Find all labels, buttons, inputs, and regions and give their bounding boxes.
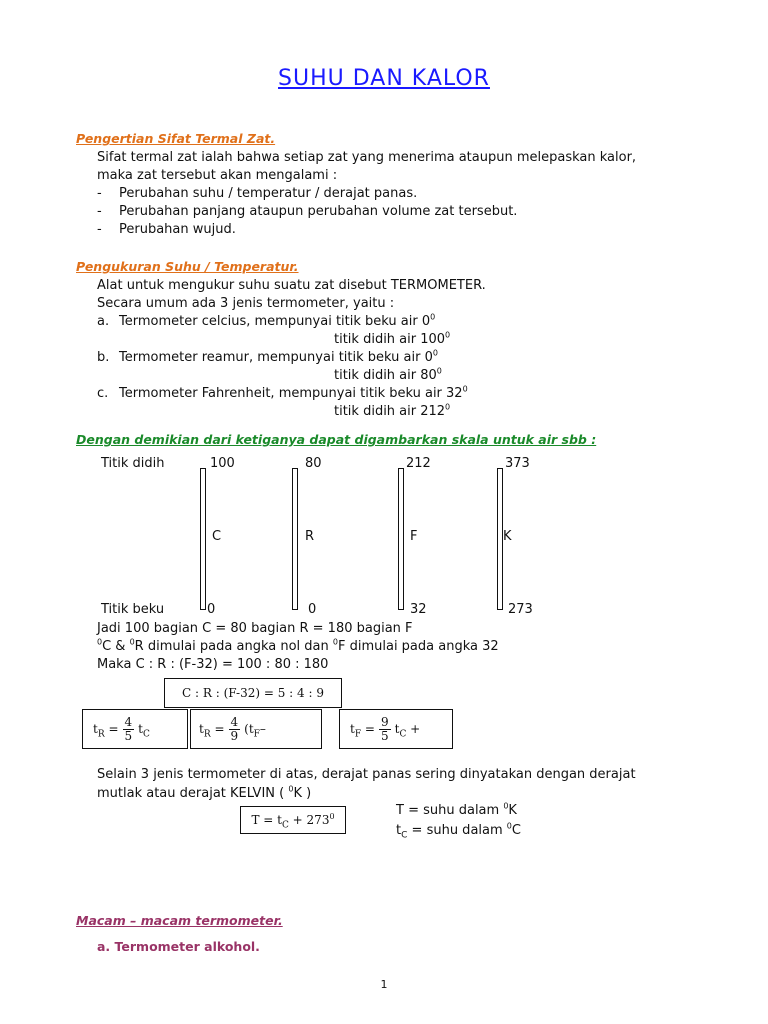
scale-k-bottom: 273 <box>508 602 533 617</box>
section-heading-macam: Macam – macam termometer. <box>76 913 283 928</box>
paragraph-line: maka zat tersebut akan mengalami : <box>97 168 338 183</box>
formula-box-tr-tf: $t_R$ = $\frac{4}{9}$ ($t_F-$ <box>190 709 322 749</box>
formula-box-tf-tc: $t_F$ = $\frac{9}{5}$ $t_C$ + <box>339 709 453 749</box>
list-item-celcius-didih: titik didih air $100^0$ <box>334 330 451 347</box>
scale-f-top: 212 <box>406 456 431 471</box>
scale-f-bottom: 32 <box>410 602 427 617</box>
thermometer-f <box>398 468 404 610</box>
list-label: a. <box>97 314 110 329</box>
label-titik-beku: Titik beku <box>101 602 165 617</box>
scale-c-bottom: 0 <box>207 602 216 617</box>
kelvin-formula-box: $T = t_C + 273^0$ <box>240 806 346 834</box>
scale-k-top: 373 <box>505 456 530 471</box>
scale-c-name: C <box>212 529 222 544</box>
list-bullet: - <box>97 186 102 201</box>
list-item-alkohol: a. Termometer alkohol. <box>97 939 260 954</box>
list-item: Perubahan wujud. <box>119 222 236 237</box>
list-item-fahrenheit-didih: titik didih air $212^0$ <box>334 402 451 419</box>
page-number: 1 <box>380 978 388 991</box>
paragraph-kelvin-2: mutlak atau derajat KELVIN ( $^0$K ) <box>97 784 312 801</box>
list-item-fahrenheit: Termometer Fahrenheit, mempunyai titik beku air $32^0$ <box>119 384 468 401</box>
paragraph-jadi: Jadi 100 bagian C = 80 bagian R = 180 bagian F <box>97 621 413 636</box>
paragraph-line: Alat untuk mengukur suhu suatu zat disebut TERMOMETER. <box>97 278 486 293</box>
list-item-reamur-didih: titik didih air $80^0$ <box>334 366 442 383</box>
list-label: c. <box>97 386 109 401</box>
section-heading-skala: Dengan demikian dari ketiganya dapat digambarkan skala untuk air sbb : <box>76 432 597 447</box>
list-label: b. <box>97 350 110 365</box>
thermometer-c <box>200 468 206 610</box>
paragraph-line: Sifat termal zat ialah bahwa setiap zat yang menerima ataupun melepaskan kalor, <box>97 150 637 165</box>
definition-tc: $t_C$ = suhu dalam $^0$C <box>396 821 521 841</box>
label-titik-didih: Titik didih <box>101 456 165 471</box>
thermometer-r <box>292 468 298 610</box>
list-item-reamur: Termometer reamur, mempunyai titik beku air $0^0$ <box>119 348 438 365</box>
scale-r-top: 80 <box>305 456 322 471</box>
paragraph-kelvin-1: Selain 3 jenis termometer di atas, derajat panas sering dinyatakan dengan derajat <box>97 767 636 782</box>
paragraph-maka: Maka C : R : (F-32) = 100 : 80 : 180 <box>97 657 329 672</box>
formula-box-tr-tc: $t_R$ = $\frac{4}{5}$ $t_C$ <box>82 709 188 749</box>
page-title: SUHU DAN KALOR <box>278 66 490 91</box>
list-bullet: - <box>97 222 102 237</box>
section-heading-sifat-termal: Pengertian Sifat Termal Zat. <box>76 131 276 146</box>
scale-f-name: F <box>410 529 418 544</box>
list-item: Perubahan suhu / temperatur / derajat panas. <box>119 186 418 201</box>
scale-c-top: 100 <box>210 456 235 471</box>
definition-t: T = suhu dalam $^0$K <box>396 801 517 818</box>
section-heading-pengukuran: Pengukuran Suhu / Temperatur. <box>76 259 299 274</box>
list-item-celcius: Termometer celcius, mempunyai titik beku air $0^0$ <box>119 312 436 329</box>
list-bullet: - <box>97 204 102 219</box>
list-item: Perubahan panjang ataupun perubahan volume zat tersebut. <box>119 204 518 219</box>
scale-r-bottom: 0 <box>308 602 317 617</box>
scale-k-name: K <box>503 529 512 544</box>
ratio-box: C : R : (F-32) = 5 : 4 : 9 <box>164 678 342 708</box>
scale-r-name: R <box>305 529 315 544</box>
paragraph-line: Secara umum ada 3 jenis termometer, yaitu : <box>97 296 395 311</box>
paragraph-derajat: $^0$C & $^0$R dimulai pada angka nol dan $^0$F dimulai pada angka 32 <box>97 637 499 654</box>
